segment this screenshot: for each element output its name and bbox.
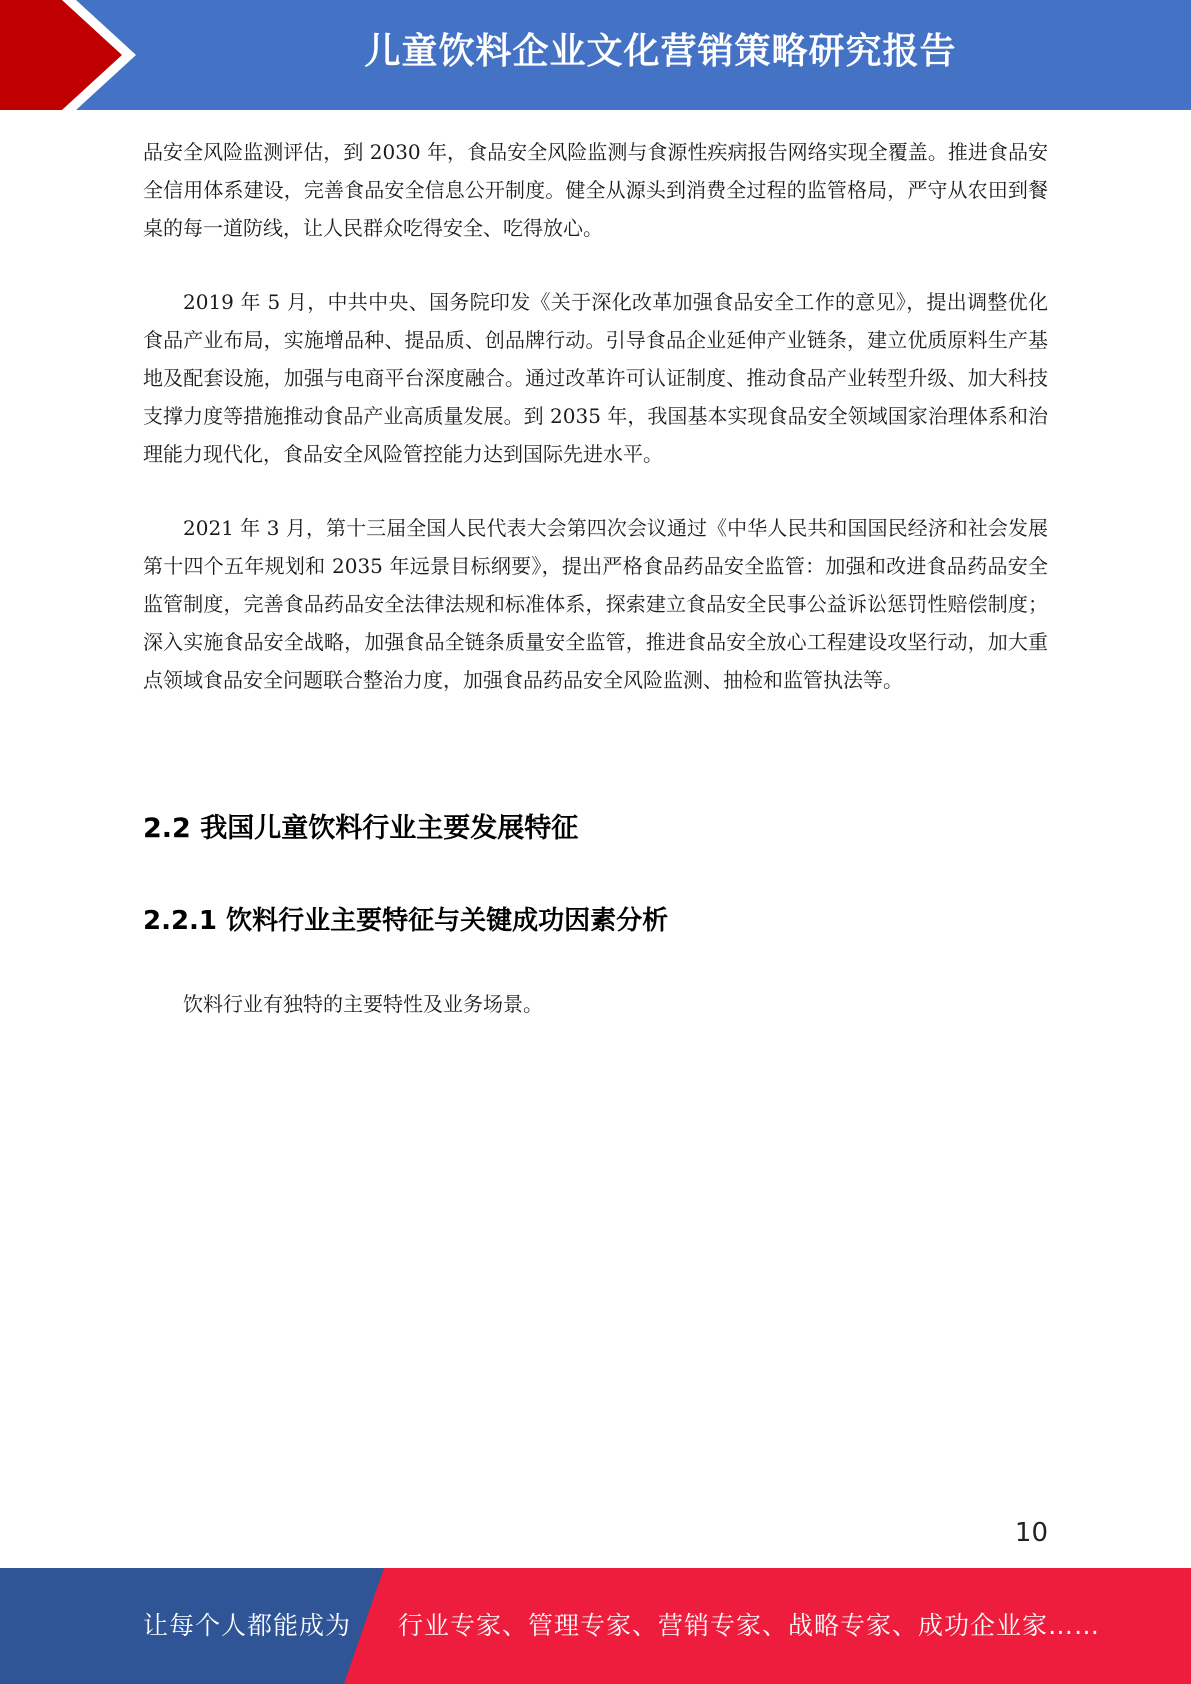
- subsection-heading-2-2-1: 2.2.1 饮料行业主要特征与关键成功因素分析: [143, 906, 669, 936]
- paragraph-2019-opinion: 2019 年 5 月，中共中央、国务院印发《关于深化改革加强食品安全工作的意见》，提出调整优化食品产业布局，实施增品种、提品质、创品牌行动。引导食品企业延伸产业链条，建立优质原料生产基地及配套设施，加强与电商平台深度融合。通过改革许可认证制度、推动食品产业转型升级、加大科技支撑力度等措施推动食品产业高质量发展。到 2035 年，我国基本实现食品安全领域国家治理体系和治理能力现代化，食品安全风险管控能力达到国际先进水平。: [143, 290, 1048, 466]
- page-header: [0, 0, 1191, 110]
- paragraph-industry-characteristics: 饮料行业有独特的主要特性及业务场景。: [183, 992, 543, 1016]
- document-title: 儿童饮料企业文化营销策略研究报告: [364, 31, 957, 72]
- paragraph-food-safety-monitoring: 品安全风险监测评估，到 2030 年，食品安全风险监测与食源性疾病报告网络实现全覆盖。推进食品安全信用体系建设，完善食品安全信息公开制度。健全从源头到消费全过程的监管格局，严守从农田到餐桌的每一道防线，让人民群众吃得安全、吃得放心。: [143, 140, 1048, 240]
- footer-slogan-right: 行业专家、管理专家、营销专家、战略专家、成功企业家……: [398, 1611, 1101, 1640]
- page-body: [143, 133, 1048, 1023]
- paragraph-2021-plan: 2021 年 3 月，第十三届全国人民代表大会第四次会议通过《中华人民共和国国民经济和社会发展第十四个五年规划和 2035 年远景目标纲要》，提出严格食品药品安全监管：加强和改进食品药品安全监管制度，完善食品药品安全法律法规和标准体系，探索建立食品安全民事公益诉讼惩罚性赔偿制度；深入实施食品安全战略，加强食品全链条质量安全监管，推进食品安全放心工程建设攻坚行动，加大重点领域食品安全问题联合整治力度，加强食品药品安全风险监测、抽检和监管执法等。: [143, 516, 1048, 692]
- page-number: 10: [1014, 1518, 1048, 1548]
- section-heading-2-2: 2.2 我国儿童饮料行业主要发展特征: [143, 813, 579, 844]
- header-chevron-decoration: [0, 0, 160, 110]
- page-footer: [0, 1568, 1191, 1684]
- footer-slogan-left: 让每个人都能成为: [143, 1611, 352, 1640]
